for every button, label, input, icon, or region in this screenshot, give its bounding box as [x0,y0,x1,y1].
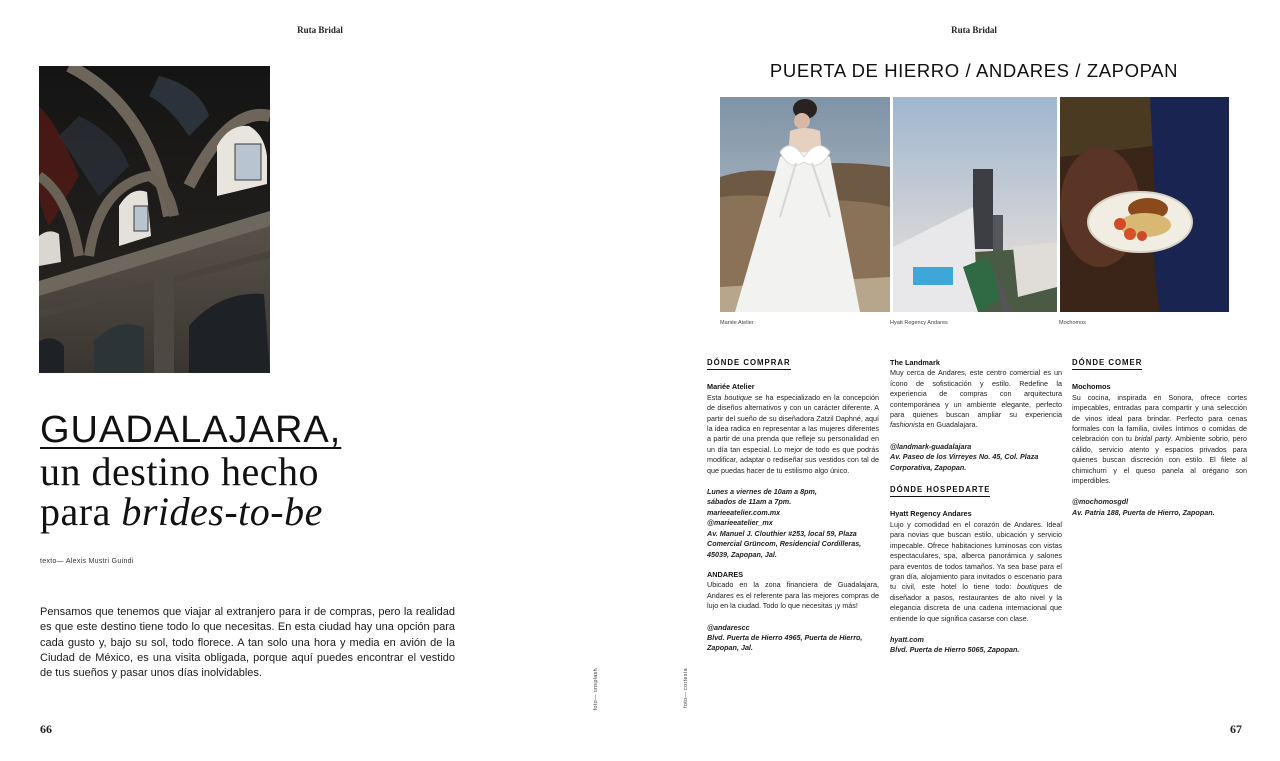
photo-caption: Mochomos [1059,320,1086,326]
photo-credit: foto— cortesía [683,668,689,708]
venue-name: ANDARES [707,569,744,579]
venue-hours: sábados de 11am a 7pm. [707,497,792,507]
bride-dress-photo [720,97,890,312]
section-heading: DÓNDE COMER [1072,358,1142,370]
venue-description: Muy cerca de Andares, este centro comercial es un ícono de sofisticación y estilo. Redefine la experiencia de compras con arquitectura contemporánea y un ambiente elegante, perfecto para quienes buscan ampliar su experiencia fashionista en Guadalajara. [890,368,1062,430]
venue-social: @landmark-guadalajara [890,441,972,451]
photo-caption: Hyatt Regency Andares [890,320,948,326]
hotel-tower-photo [893,97,1057,312]
photo-caption: Mariée Atelier [720,320,754,326]
cathedral-arches-illustration [39,66,270,373]
page-number: 67 [1230,722,1242,736]
section-heading: DÓNDE COMPRAR [707,358,791,370]
byline: texto— Alexis Mustri Guindi [40,558,134,565]
page-number: 66 [40,722,52,736]
venue-social: @marieeatelier_mx [707,518,773,528]
venue-name: Mariée Atelier [707,382,755,392]
article-headline [40,408,440,532]
venue-address: Av. Patria 188, Puerta de Hierro, Zapopan. [1072,507,1215,517]
venue-description: Ubicado en la zona financiera de Guadalajara, Andares es el referente para las mejores compras de lujo en la ciudad. Todo lo que necesitas ¡y más! [707,580,879,611]
running-head: Ruta Bridal [297,25,343,35]
column-landmark-hospedarte [890,358,1062,656]
hotel-illustration [893,97,1057,312]
venue-hours: Lunes a viernes de 10am a 8pm, [707,487,817,497]
venue-address: Blvd. Puerta de Hierro 4965, Puerta de Hierro, Zapopan, Jal. [707,632,863,653]
venue-name: Hyatt Regency Andares [890,509,972,519]
section-title: PUERTA DE HIERRO / ANDARES / ZAPOPAN [769,60,1179,81]
venue-website: marieeatelier.com.mx [707,507,781,517]
headline-line-3: para brides-to-be [40,489,323,534]
venue-contact [890,635,1062,656]
column-donde-comer [1072,358,1247,518]
right-page [640,0,1280,761]
venue-contact [707,623,879,654]
cathedral-interior-photo [39,66,270,373]
venue-address: Av. Manuel J. Clouthier #253, local 59, Plaza Comercial Grüncom, Residencial Cordilleras, 45039, Zapopan, Jal. [707,528,862,559]
venue-address: Blvd. Puerta de Hierro 5065, Zapopan. [890,645,1020,655]
venue-website: hyatt.com [890,634,924,644]
venue-address: Av. Paseo de los Virreyes No. 45, Col. Plaza Corporativa, Zapopan. [890,452,1039,472]
section-heading: DÓNDE HOSPEDARTE [890,485,990,497]
restaurant-dish-photo [1060,97,1229,312]
venue-name: Mochomos [1072,382,1111,392]
venue-name: The Landmark [890,358,940,367]
venue-description: Lujo y comodidad en el corazón de Andares. Ideal para novias que buscan estilo, ubicación y servicio impecable. Ofrece habitaciones luminosas con vistas espectaculares, spa, alberca panorámica y salones para eventos de todos tamaños. Ya sea base para el gran día, alojamiento para invitados o escenario para tu civil, este hotel lo tiene todo: boutiques de diseñador a pasos, restaurantes de alto nivel y la elegancia discreta de una cadena internacional que entiende lo que significa casarse con clase. [890,519,1062,623]
headline-italic: brides-to-be [121,489,323,534]
dish-illustration [1060,97,1229,312]
intro-paragraph: Pensamos que tenemos que viajar al extranjero para ir de compras, pero la realidad es que este destino tiene todo lo que necesitas. En esta ciudad hay una opción para cada gusto y, bajo su sol, todo florece. A tan solo una hora y media en avión de la Ciudad de México, es una visita obligada, porque aquí puedes encontrar el vestido de tus sueños y pasar unos días inolvidables. [40,606,455,680]
running-head: Ruta Bridal [951,25,997,35]
venue-social: @andarescc [707,622,750,632]
venue-social: @mochomosgdl [1072,497,1129,507]
venue-contact [890,442,1062,473]
venue-contact [1072,497,1247,518]
headline-line-2: un destino hecho [40,449,320,494]
venue-description: Esta boutique se ha especializado en la concepción de diseños alternativos y con un carácter diferente. A partir del sueño de su diseñadora Zatzil Daphné, aquí la idea radica en representar a las mujeres diferentes a partir de una prenda que refleje su personalidad en un día tan especial. Lo mejor de todo es que podrás modificar, adaptar o rediseñar sus vestidos con tal de que puedas hacer de tu estilismo algo único. [707,392,879,475]
photo-credit: foto— unsplash [593,668,599,711]
headline-city: GUADALAJARA, [40,409,342,451]
venue-contact [707,487,879,560]
bride-illustration [720,97,890,312]
venue-description: Su cocina, inspirada en Sonora, ofrece cortes impecables, entradas para compartir y una selección de vinos ideal para brindar. Perfecto para cenas formales con la familia, civiles íntimos o comidas de celebración con tu bridal party. Ambiente sobrio, pero cálido, servicio atento y espacios privados para quienes buscan discreción con estilo. El filete al chimichurri y el queso panela al orégano son imperdibles. [1072,392,1247,486]
column-donde-comprar [707,358,879,654]
